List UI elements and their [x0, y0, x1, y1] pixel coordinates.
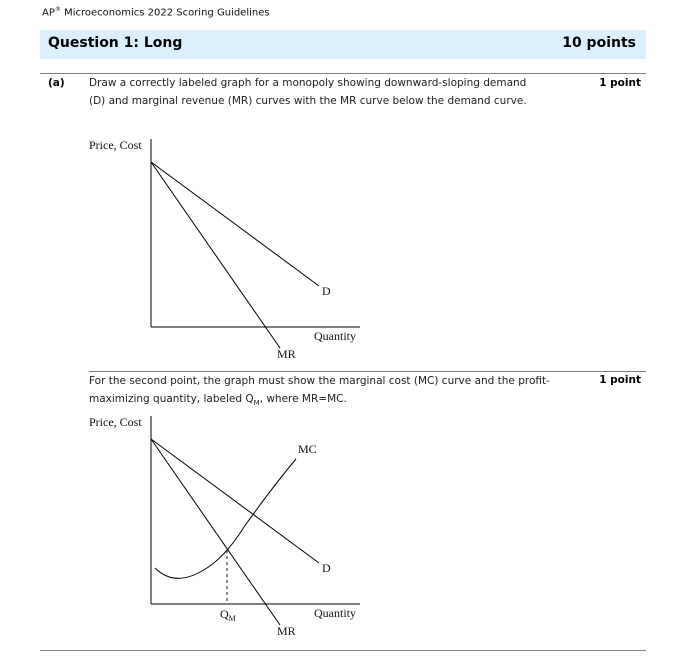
graph2-mc-curve [155, 459, 296, 578]
graph1-x-axis-label: Quantity [314, 329, 356, 343]
graph1-demand-label: D [322, 284, 331, 298]
question-title: Question 1: Long [48, 35, 183, 51]
graph2-x-axis-label: Quantity [314, 606, 356, 620]
part-a-label: (a) [48, 77, 65, 89]
graph2-qm-label [220, 607, 236, 623]
question-points: 10 points [562, 35, 636, 51]
graph2-demand-label: D [322, 561, 331, 575]
header-title: Microeconomics 2022 Scoring Guidelines [64, 7, 270, 19]
page-header [42, 6, 270, 18]
graph1-demand-curve [151, 162, 319, 286]
part-a2-text-before: For the second point, the graph must show the marginal cost (MC) curve and the profit-maximizing quantity, labeled Q [89, 375, 550, 405]
part-a-points: 1 point [599, 77, 641, 89]
monopoly-graph-2 [84, 411, 384, 646]
question-bar [40, 30, 646, 59]
graph1-y-axis-label: Price, Cost [89, 138, 142, 152]
graph2-q-label: Q [220, 607, 229, 621]
part-a2-points: 1 point [599, 374, 641, 386]
graph1-mr-curve [151, 162, 280, 348]
graph2-q-sub: M [228, 614, 236, 623]
graph1-mr-label: MR [277, 347, 296, 361]
graph2-mc-label: MC [298, 442, 317, 456]
registered-mark: ® [54, 6, 61, 13]
header-brand: AP [42, 7, 55, 19]
monopoly-graph-1 [84, 134, 384, 364]
bottom-divider [40, 650, 646, 651]
part-a2-description [89, 372, 559, 412]
part-a2-text-after: , where MR=MC. [259, 393, 347, 405]
graph2-mr-label: MR [277, 624, 296, 638]
part-a2-text-sub: M [253, 399, 260, 408]
graph2-y-axis-label: Price, Cost [89, 415, 142, 429]
part-a-description: Draw a correctly labeled graph for a monopoly showing downward-sloping demand (D) and marginal revenue (MR) curves with the MR curve below the demand curve. [89, 77, 527, 107]
graph2-demand-curve [151, 439, 319, 563]
graph2-mr-curve [151, 439, 280, 625]
